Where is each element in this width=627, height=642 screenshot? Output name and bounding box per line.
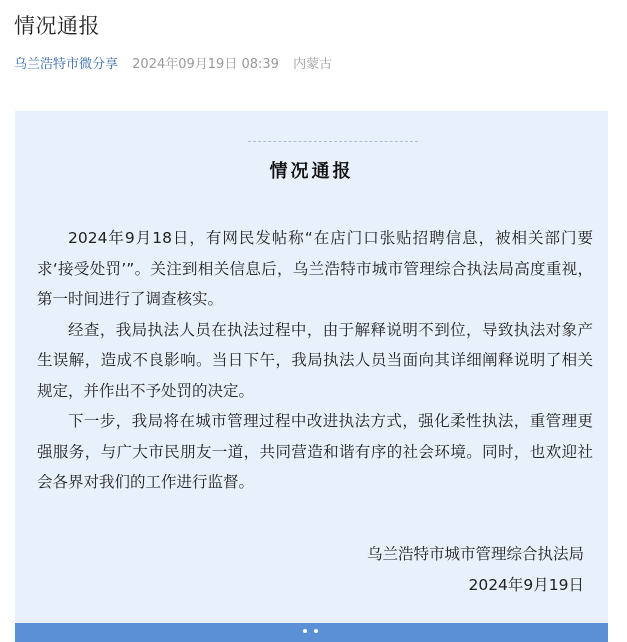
- region-label: 内蒙古: [293, 57, 333, 72]
- notice-paragraph: 下一步，我局将在城市管理过程中改进执法方式，强化柔性执法，重管理更强服务，与广大市民朋友一道，共同营造和谐有序的社会环境。同时，也欢迎社会各界对我们的工作进行监督。: [37, 412, 593, 491]
- notice-image: [15, 111, 608, 642]
- signature-org: 乌兰浩特市城市管理综合执法局: [366, 545, 584, 563]
- signature-date: 2024年9月19日: [468, 576, 584, 594]
- article-title: 情况通报: [14, 14, 100, 38]
- notice-paragraph: 经查，我局执法人员在执法过程中，由于解释说明不到位，导致执法对象产生误解，造成不良影响。当日下午，我局执法人员当面向其详细阐释说明了相关规定，并作出不予处罚的决定。: [37, 320, 593, 400]
- notice-body: [37, 223, 593, 498]
- notice-paragraph: 2024年9月18日，有网民发帖称“在店门口张贴招聘信息，被相关部门要求‘接受处罚’”。关注到相关信息后，乌兰浩特市城市管理综合执法局高度重视，第一时间进行了调查核实。: [37, 229, 593, 308]
- dot-icon: [314, 629, 318, 633]
- pagination-dots: [303, 629, 318, 633]
- image-bottom-bar: [15, 623, 608, 642]
- article-meta: [14, 53, 332, 72]
- dot-icon: [303, 629, 307, 633]
- source-link[interactable]: 乌兰浩特市微分享: [14, 57, 119, 72]
- notice-title: 情况通报: [269, 161, 354, 182]
- decorative-divider: [248, 141, 418, 142]
- notice-signature-block: [367, 539, 584, 601]
- publish-time: 2024年09月19日 08:39: [132, 57, 279, 72]
